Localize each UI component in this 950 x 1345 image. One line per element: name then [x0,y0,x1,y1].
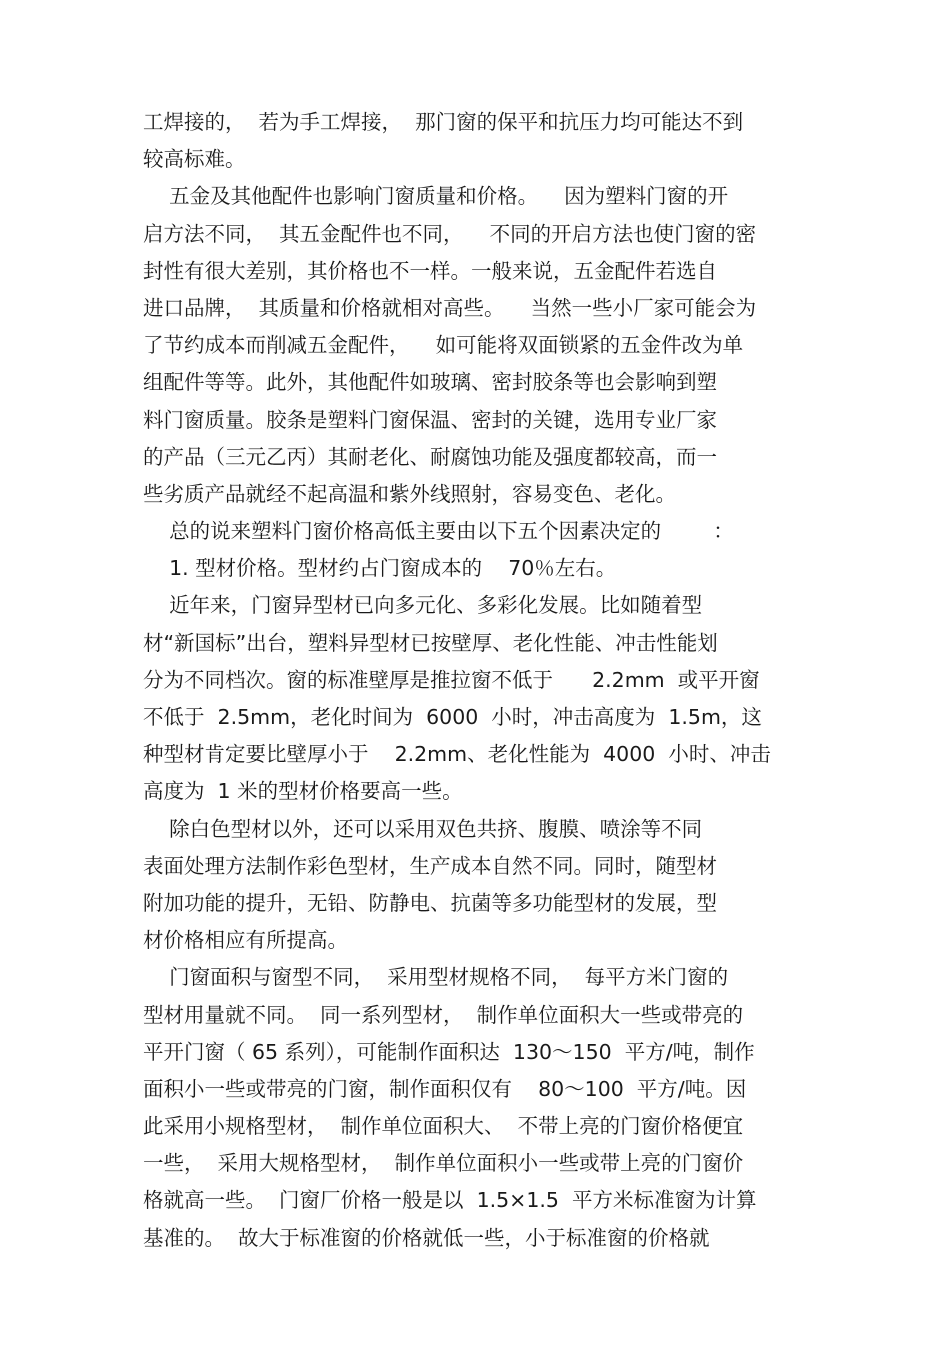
text-line: 种型材肯定要比壁厚小于 2.2mm、老化性能为 4000 小时、冲击 [143,742,771,767]
text-line: 进口品牌， 其质量和价格就相对高些。 当然一些小厂家可能会为 [143,295,757,320]
text-line: 五金及其他配件也影响门窗质量和价格。 因为塑料门窗的开 [143,184,729,209]
text-line: 较高标难。 [143,147,246,172]
text-line: 些劣质产品就经不起高温和紫外线照射，容易变色、老化。 [143,481,676,506]
text-line: 总的说来塑料门窗价格高低主要由以下五个因素决定的 ： [143,519,734,544]
text-line: 型材用量就不同。 同一系列型材， 制作单位面积大一些或带亮的 [143,1002,744,1027]
text-line: 此采用小规格型材， 制作单位面积大、 不带上亮的门窗价格便宜 [143,1114,744,1139]
text-line: 不低于 2.5mm，老化时间为 6000 小时，冲击高度为 1.5m，这 [143,705,762,729]
text-line: 门窗面积与窗型不同， 采用型材规格不同， 每平方米门窗的 [143,965,729,990]
text-line: 料门窗质量。胶条是塑料门窗保温、密封的关键，选用专业厂家 [143,407,717,432]
text-line: 材价格相应有所提高。 [143,928,348,953]
text-line: 的产品（三元乙丙）其耐老化、耐腐蚀功能及强度都较高，而一 [143,444,717,469]
text-line: 表面处理方法制作彩色型材，生产成本自然不同。同时，随型材 [143,853,717,878]
text-line: 面积小一些或带亮的门窗，制作面积仅有 80～100 平方/吨。因 [143,1076,747,1101]
text-line: 分为不同档次。窗的标准壁厚是推拉窗不低于 2.2mm 或平开窗 [143,667,760,692]
text-line: 工焊接的， 若为手工焊接， 那门窗的保平和抗压力均可能达不到 [143,110,744,134]
text-line: 启方法不同， 其五金配件也不同， 不同的开启方法也使门窗的密 [143,221,757,246]
text-line: 平开门窗（ 65 系列），可能制作面积达 130～150 平方/吨，制作 [143,1039,755,1064]
text-line: 高度为 1 米的型材价格要高一些。 [143,779,463,804]
text-line: 1. 型材价格。型材约占门窗成本的 70％左右。 [143,556,617,581]
text-line: 一些， 采用大规格型材， 制作单位面积小一些或带上亮的门窗价 [143,1151,744,1176]
body-text [143,104,823,1257]
text-line: 了节约成本而削减五金配件， 如可能将双面锁紧的五金件改为单 [143,333,744,358]
text-line: 格就高一些。 门窗厂价格一般是以 1.5×1.5 平方米标准窗为计算 [143,1188,757,1213]
text-line: 除白色型材以外，还可以采用双色共挤、腹膜、喷涂等不同 [143,816,703,841]
text-line: 材“新国标”出台，塑料异型材已按壁厚、老化性能、冲击性能划 [143,630,718,655]
text-line: 基准的。 故大于标准窗的价格就低一些，小于标准窗的价格就 [143,1225,710,1250]
text-line: 组配件等等。此外，其他配件如玻璃、密封胶条等也会影响到塑 [143,370,717,395]
text-line: 近年来，门窗异型材已向多元化、多彩化发展。比如随着型 [143,593,703,618]
text-line: 附加功能的提升，无铅、防静电、抗菌等多功能型材的发展，型 [143,890,717,915]
text-line: 封性有很大差别，其价格也不一样。一般来说，五金配件若选自 [143,258,717,283]
